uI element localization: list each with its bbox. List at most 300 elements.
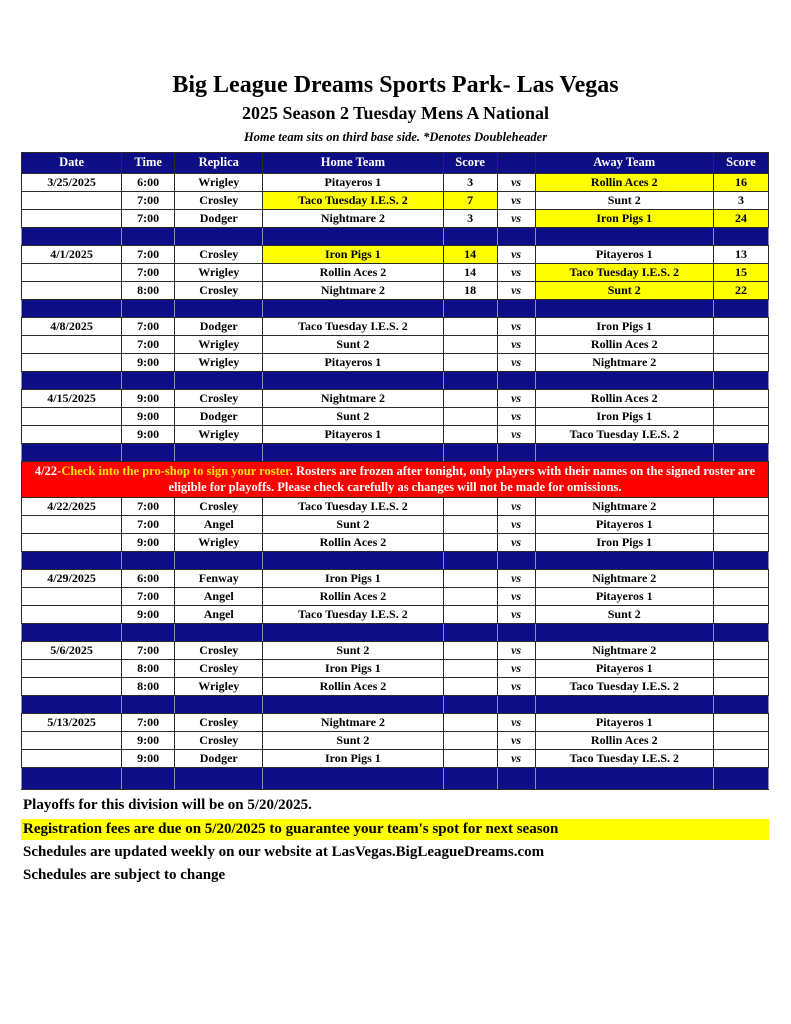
- home-score-cell: [443, 588, 497, 606]
- vs-cell: vs: [497, 426, 535, 444]
- replica-cell: Crosley: [175, 192, 263, 210]
- separator-cell: [497, 228, 535, 246]
- time-cell: 7:00: [122, 498, 175, 516]
- separator-cell: [535, 624, 713, 642]
- footer-note: Playoffs for this division will be on 5/20/2025.: [23, 797, 312, 814]
- home-team-cell: Nightmare 2: [263, 390, 443, 408]
- away-score-cell: [713, 516, 768, 534]
- replica-cell: Angel: [175, 588, 263, 606]
- date-cell: 3/25/2025: [22, 174, 122, 192]
- date-cell: [22, 210, 122, 228]
- date-cell: 4/8/2025: [22, 318, 122, 336]
- home-score-cell: [443, 570, 497, 588]
- date-cell: [22, 336, 122, 354]
- separator-cell: [263, 768, 443, 790]
- vs-cell: vs: [497, 534, 535, 552]
- home-team-cell: Nightmare 2: [263, 714, 443, 732]
- separator-cell: [263, 228, 443, 246]
- schedule-table: [21, 152, 769, 790]
- home-score-cell: [443, 714, 497, 732]
- home-team-cell: Iron Pigs 1: [263, 570, 443, 588]
- separator-cell: [175, 372, 263, 390]
- away-team-cell: Nightmare 2: [535, 570, 713, 588]
- separator-cell: [443, 300, 497, 318]
- separator-cell: [713, 300, 768, 318]
- separator-cell: [497, 696, 535, 714]
- replica-cell: Angel: [175, 606, 263, 624]
- time-cell: 7:00: [122, 588, 175, 606]
- time-cell: 9:00: [122, 606, 175, 624]
- vs-cell: vs: [497, 678, 535, 696]
- home-score-cell: [443, 426, 497, 444]
- away-team-cell: Pitayeros 1: [535, 714, 713, 732]
- separator-cell: [713, 228, 768, 246]
- away-score-cell: [713, 426, 768, 444]
- replica-cell: Dodger: [175, 318, 263, 336]
- vs-cell: vs: [497, 732, 535, 750]
- time-cell: 9:00: [122, 354, 175, 372]
- home-team-cell: Pitayeros 1: [263, 354, 443, 372]
- time-cell: 9:00: [122, 426, 175, 444]
- away-score-cell: [713, 570, 768, 588]
- away-score-cell: 22: [713, 282, 768, 300]
- away-team-cell: Rollin Aces 2: [535, 732, 713, 750]
- separator-cell: [497, 768, 535, 790]
- home-score-cell: 14: [443, 264, 497, 282]
- game-row: [22, 516, 769, 534]
- away-team-cell: Rollin Aces 2: [535, 390, 713, 408]
- home-score-cell: [443, 390, 497, 408]
- away-score-cell: [713, 498, 768, 516]
- away-team-cell: Iron Pigs 1: [535, 210, 713, 228]
- vs-cell: vs: [497, 210, 535, 228]
- separator-cell: [175, 552, 263, 570]
- home-team-cell: Nightmare 2: [263, 210, 443, 228]
- home-score-cell: [443, 642, 497, 660]
- home-score-cell: 14: [443, 246, 497, 264]
- separator-cell: [175, 768, 263, 790]
- header-away-team: Away Team: [535, 153, 713, 174]
- separator-row: [22, 768, 769, 790]
- separator-cell: [22, 300, 122, 318]
- home-score-cell: [443, 660, 497, 678]
- time-cell: 6:00: [122, 174, 175, 192]
- replica-cell: Crosley: [175, 642, 263, 660]
- separator-cell: [122, 300, 175, 318]
- away-score-cell: [713, 750, 768, 768]
- vs-cell: vs: [497, 390, 535, 408]
- separator-cell: [22, 372, 122, 390]
- time-cell: 7:00: [122, 516, 175, 534]
- home-team-cell: Taco Tuesday I.E.S. 2: [263, 318, 443, 336]
- separator-row: [22, 696, 769, 714]
- home-team-cell: Sunt 2: [263, 516, 443, 534]
- away-team-cell: Pitayeros 1: [535, 660, 713, 678]
- time-cell: 9:00: [122, 534, 175, 552]
- home-team-cell: Rollin Aces 2: [263, 534, 443, 552]
- date-cell: [22, 606, 122, 624]
- separator-cell: [22, 228, 122, 246]
- header-home-team: Home Team: [263, 153, 443, 174]
- replica-cell: Crosley: [175, 660, 263, 678]
- separator-cell: [497, 552, 535, 570]
- separator-cell: [443, 768, 497, 790]
- home-team-cell: Iron Pigs 1: [263, 750, 443, 768]
- replica-cell: Wrigley: [175, 354, 263, 372]
- home-team-cell: Taco Tuesday I.E.S. 2: [263, 192, 443, 210]
- separator-cell: [122, 372, 175, 390]
- away-team-cell: Nightmare 2: [535, 642, 713, 660]
- separator-cell: [713, 444, 768, 462]
- home-team-cell: Pitayeros 1: [263, 174, 443, 192]
- away-score-cell: [713, 336, 768, 354]
- time-cell: 7:00: [122, 714, 175, 732]
- vs-cell: vs: [497, 660, 535, 678]
- home-team-cell: Iron Pigs 1: [263, 660, 443, 678]
- home-score-cell: [443, 516, 497, 534]
- date-cell: 5/13/2025: [22, 714, 122, 732]
- separator-cell: [443, 696, 497, 714]
- time-cell: 9:00: [122, 390, 175, 408]
- header-away-score: Score: [713, 153, 768, 174]
- vs-cell: vs: [497, 714, 535, 732]
- home-team-cell: Pitayeros 1: [263, 426, 443, 444]
- separator-cell: [22, 624, 122, 642]
- separator-cell: [497, 624, 535, 642]
- vs-cell: vs: [497, 642, 535, 660]
- date-cell: 4/29/2025: [22, 570, 122, 588]
- home-team-cell: Iron Pigs 1: [263, 246, 443, 264]
- separator-cell: [22, 696, 122, 714]
- away-team-cell: Pitayeros 1: [535, 588, 713, 606]
- game-row: [22, 606, 769, 624]
- header-home-score: Score: [443, 153, 497, 174]
- vs-cell: vs: [497, 408, 535, 426]
- away-team-cell: Sunt 2: [535, 606, 713, 624]
- separator-cell: [122, 624, 175, 642]
- game-row: [22, 246, 769, 264]
- home-score-cell: 7: [443, 192, 497, 210]
- time-cell: 8:00: [122, 660, 175, 678]
- away-team-cell: Pitayeros 1: [535, 516, 713, 534]
- home-score-cell: 18: [443, 282, 497, 300]
- home-score-cell: [443, 336, 497, 354]
- vs-cell: vs: [497, 588, 535, 606]
- replica-cell: Wrigley: [175, 264, 263, 282]
- time-cell: 7:00: [122, 210, 175, 228]
- game-row: [22, 282, 769, 300]
- separator-cell: [122, 552, 175, 570]
- footer-note: Schedules are updated weekly on our website at LasVegas.BigLeagueDreams.com: [23, 844, 545, 861]
- replica-cell: Dodger: [175, 210, 263, 228]
- time-cell: 7:00: [122, 264, 175, 282]
- replica-cell: Wrigley: [175, 426, 263, 444]
- vs-cell: vs: [497, 264, 535, 282]
- home-team-cell: Rollin Aces 2: [263, 264, 443, 282]
- separator-cell: [22, 552, 122, 570]
- notice-rest-text: . Rosters are frozen after tonight, only players with their names on the signed roster are eligible for playoffs. Please check carefully as changes will not be made for omissions.: [168, 464, 756, 494]
- away-score-cell: [713, 660, 768, 678]
- game-row: [22, 714, 769, 732]
- replica-cell: Wrigley: [175, 336, 263, 354]
- game-row: [22, 192, 769, 210]
- replica-cell: Crosley: [175, 246, 263, 264]
- vs-cell: vs: [497, 750, 535, 768]
- separator-cell: [122, 696, 175, 714]
- game-row: [22, 642, 769, 660]
- game-row: [22, 210, 769, 228]
- game-row: [22, 174, 769, 192]
- separator-cell: [263, 444, 443, 462]
- away-score-cell: 15: [713, 264, 768, 282]
- replica-cell: Wrigley: [175, 174, 263, 192]
- time-cell: 7:00: [122, 318, 175, 336]
- separator-cell: [263, 300, 443, 318]
- away-team-cell: Taco Tuesday I.E.S. 2: [535, 750, 713, 768]
- page-title: Big League Dreams Sports Park- Las Vegas: [172, 72, 619, 98]
- home-score-cell: [443, 408, 497, 426]
- game-row: [22, 390, 769, 408]
- home-team-cell: Sunt 2: [263, 408, 443, 426]
- game-row: [22, 408, 769, 426]
- notice-date-prefix: 4/22-: [34, 464, 62, 478]
- separator-cell: [535, 372, 713, 390]
- away-team-cell: Iron Pigs 1: [535, 534, 713, 552]
- separator-cell: [497, 372, 535, 390]
- vs-cell: vs: [497, 336, 535, 354]
- away-team-cell: Taco Tuesday I.E.S. 2: [535, 264, 713, 282]
- separator-cell: [263, 624, 443, 642]
- game-row: [22, 318, 769, 336]
- game-row: [22, 264, 769, 282]
- away-score-cell: [713, 642, 768, 660]
- date-cell: 4/15/2025: [22, 390, 122, 408]
- game-row: [22, 678, 769, 696]
- away-score-cell: 3: [713, 192, 768, 210]
- schedule-body: [22, 174, 769, 790]
- separator-cell: [713, 768, 768, 790]
- time-cell: 8:00: [122, 678, 175, 696]
- home-team-cell: Taco Tuesday I.E.S. 2: [263, 498, 443, 516]
- date-cell: [22, 282, 122, 300]
- time-cell: 9:00: [122, 750, 175, 768]
- home-team-cell: Sunt 2: [263, 732, 443, 750]
- away-team-cell: Taco Tuesday I.E.S. 2: [535, 426, 713, 444]
- time-cell: 9:00: [122, 408, 175, 426]
- vs-cell: vs: [497, 246, 535, 264]
- game-row: [22, 750, 769, 768]
- footer-note: Schedules are subject to change: [23, 867, 226, 884]
- home-score-cell: [443, 498, 497, 516]
- date-cell: [22, 732, 122, 750]
- game-row: [22, 534, 769, 552]
- replica-cell: Crosley: [175, 282, 263, 300]
- away-score-cell: [713, 678, 768, 696]
- away-score-cell: [713, 408, 768, 426]
- game-row: [22, 498, 769, 516]
- home-score-cell: [443, 606, 497, 624]
- separator-cell: [535, 768, 713, 790]
- roster-notice-banner: [22, 462, 769, 498]
- date-cell: [22, 354, 122, 372]
- separator-cell: [443, 552, 497, 570]
- vs-cell: vs: [497, 516, 535, 534]
- separator-cell: [443, 624, 497, 642]
- away-team-cell: Sunt 2: [535, 282, 713, 300]
- home-score-cell: [443, 354, 497, 372]
- vs-cell: vs: [497, 192, 535, 210]
- home-score-cell: [443, 750, 497, 768]
- home-score-cell: [443, 732, 497, 750]
- game-row: [22, 732, 769, 750]
- separator-cell: [22, 768, 122, 790]
- separator-cell: [175, 696, 263, 714]
- away-team-cell: Iron Pigs 1: [535, 408, 713, 426]
- replica-cell: Dodger: [175, 750, 263, 768]
- separator-row: [22, 372, 769, 390]
- separator-cell: [443, 228, 497, 246]
- game-row: [22, 660, 769, 678]
- registration-fees-note: Registration fees are due on 5/20/2025 to guarantee your team's spot for next season: [21, 819, 769, 840]
- home-team-cell: Sunt 2: [263, 336, 443, 354]
- vs-cell: vs: [497, 498, 535, 516]
- date-cell: [22, 588, 122, 606]
- date-cell: [22, 534, 122, 552]
- away-score-cell: [713, 606, 768, 624]
- away-score-cell: [713, 588, 768, 606]
- home-score-cell: [443, 318, 497, 336]
- separator-cell: [22, 444, 122, 462]
- away-score-cell: [713, 714, 768, 732]
- home-score-cell: [443, 678, 497, 696]
- game-row: [22, 588, 769, 606]
- vs-cell: vs: [497, 282, 535, 300]
- time-cell: 6:00: [122, 570, 175, 588]
- home-team-cell: Taco Tuesday I.E.S. 2: [263, 606, 443, 624]
- away-team-cell: Rollin Aces 2: [535, 336, 713, 354]
- game-row: [22, 570, 769, 588]
- separator-cell: [497, 444, 535, 462]
- separator-cell: [122, 444, 175, 462]
- away-team-cell: Taco Tuesday I.E.S. 2: [535, 678, 713, 696]
- away-score-cell: [713, 390, 768, 408]
- separator-cell: [535, 228, 713, 246]
- home-score-cell: 3: [443, 174, 497, 192]
- home-score-cell: [443, 534, 497, 552]
- game-row: [22, 354, 769, 372]
- date-cell: [22, 426, 122, 444]
- vs-cell: vs: [497, 318, 535, 336]
- separator-row: [22, 444, 769, 462]
- page-subtitle: 2025 Season 2 Tuesday Mens A National: [241, 103, 550, 123]
- separator-cell: [175, 624, 263, 642]
- separator-cell: [175, 444, 263, 462]
- separator-cell: [263, 372, 443, 390]
- away-score-cell: [713, 534, 768, 552]
- date-cell: [22, 516, 122, 534]
- header-vs: [497, 153, 535, 174]
- separator-cell: [175, 300, 263, 318]
- home-score-cell: 3: [443, 210, 497, 228]
- separator-cell: [122, 768, 175, 790]
- time-cell: 8:00: [122, 282, 175, 300]
- footer-notes: [21, 795, 769, 887]
- date-cell: [22, 192, 122, 210]
- separator-cell: [713, 696, 768, 714]
- home-team-note: Home team sits on third base side. *Denotes Doubleheader: [243, 130, 548, 144]
- separator-cell: [713, 552, 768, 570]
- game-row: [22, 336, 769, 354]
- separator-row: [22, 228, 769, 246]
- away-team-cell: Nightmare 2: [535, 354, 713, 372]
- away-team-cell: Iron Pigs 1: [535, 318, 713, 336]
- roster-notice-row: [22, 462, 769, 498]
- replica-cell: Crosley: [175, 498, 263, 516]
- vs-cell: vs: [497, 354, 535, 372]
- away-team-cell: Pitayeros 1: [535, 246, 713, 264]
- away-team-cell: Nightmare 2: [535, 498, 713, 516]
- header-replica: Replica: [175, 153, 263, 174]
- separator-cell: [713, 624, 768, 642]
- separator-row: [22, 300, 769, 318]
- away-score-cell: 13: [713, 246, 768, 264]
- vs-cell: vs: [497, 570, 535, 588]
- home-team-cell: Nightmare 2: [263, 282, 443, 300]
- date-cell: [22, 678, 122, 696]
- away-score-cell: [713, 732, 768, 750]
- away-score-cell: [713, 318, 768, 336]
- game-row: [22, 426, 769, 444]
- separator-cell: [443, 444, 497, 462]
- away-score-cell: 24: [713, 210, 768, 228]
- separator-cell: [497, 300, 535, 318]
- date-cell: [22, 660, 122, 678]
- time-cell: 7:00: [122, 336, 175, 354]
- vs-cell: vs: [497, 174, 535, 192]
- header-time: Time: [122, 153, 175, 174]
- separator-cell: [535, 696, 713, 714]
- separator-cell: [263, 696, 443, 714]
- separator-cell: [713, 372, 768, 390]
- notice-highlight-text: Check into the pro-shop to sign your roster: [61, 464, 290, 478]
- separator-cell: [535, 300, 713, 318]
- replica-cell: Crosley: [175, 390, 263, 408]
- date-cell: 5/6/2025: [22, 642, 122, 660]
- header-date: Date: [22, 153, 122, 174]
- away-team-cell: Sunt 2: [535, 192, 713, 210]
- replica-cell: Dodger: [175, 408, 263, 426]
- replica-cell: Wrigley: [175, 534, 263, 552]
- home-team-cell: Rollin Aces 2: [263, 678, 443, 696]
- replica-cell: Crosley: [175, 732, 263, 750]
- home-team-cell: Rollin Aces 2: [263, 588, 443, 606]
- time-cell: 9:00: [122, 732, 175, 750]
- date-cell: 4/22/2025: [22, 498, 122, 516]
- separator-row: [22, 624, 769, 642]
- separator-cell: [175, 228, 263, 246]
- separator-cell: [122, 228, 175, 246]
- away-team-cell: Rollin Aces 2: [535, 174, 713, 192]
- time-cell: 7:00: [122, 246, 175, 264]
- away-score-cell: [713, 354, 768, 372]
- home-team-cell: Sunt 2: [263, 642, 443, 660]
- separator-cell: [535, 552, 713, 570]
- vs-cell: vs: [497, 606, 535, 624]
- separator-cell: [443, 372, 497, 390]
- time-cell: 7:00: [122, 192, 175, 210]
- separator-cell: [263, 552, 443, 570]
- header-row: [22, 153, 769, 174]
